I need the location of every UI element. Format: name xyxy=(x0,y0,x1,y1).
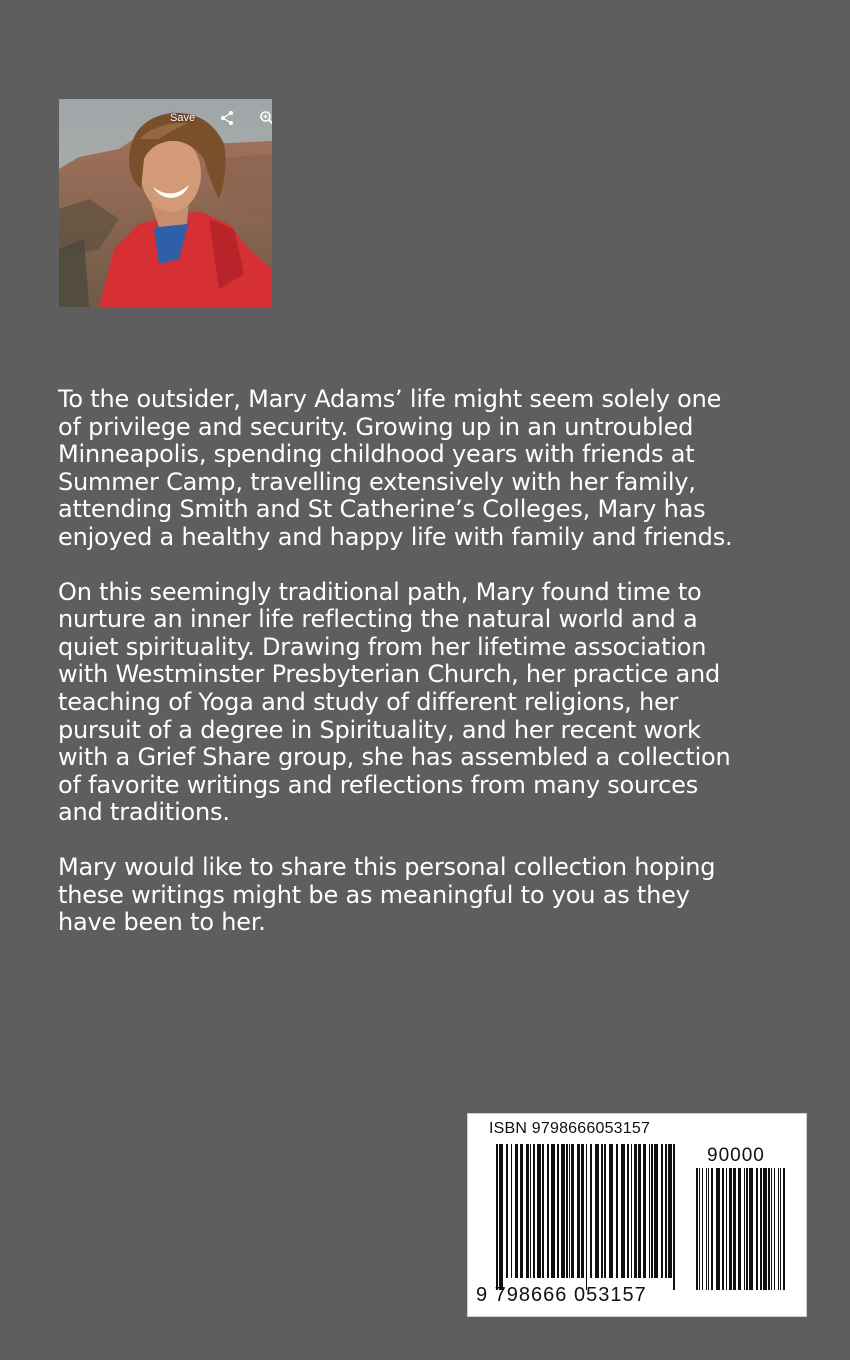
barcode-bar xyxy=(654,1144,658,1278)
barcode-bar xyxy=(577,1144,580,1278)
barcode-bar xyxy=(661,1144,663,1278)
isbn-barcode xyxy=(467,1113,807,1317)
bio-paragraph: To the outsider, Mary Adams’ life might seem solely one of privilege and security. Growing up in an untroubled Minneapolis, spending childhood years with friends at Summer Camp, travelling extensively with her family, attending Smith and St Catherine’s Colleges, Mary has enjoyed a healthy and happy life with family and friends. xyxy=(58,385,733,551)
author-photo xyxy=(59,99,272,307)
barcode-bar xyxy=(496,1144,498,1290)
barcode-bar xyxy=(515,1144,518,1278)
barcode-bar xyxy=(547,1144,549,1278)
barcode-bar xyxy=(706,1168,707,1290)
barcode-bar xyxy=(638,1144,641,1278)
ean-digits: 9 798666 053157 xyxy=(476,1284,647,1306)
barcode-bar xyxy=(537,1144,541,1278)
barcode-bar xyxy=(526,1144,529,1278)
zoom-in-icon[interactable] xyxy=(259,110,272,126)
barcode-bar xyxy=(511,1144,512,1278)
barcode-bar xyxy=(586,1144,587,1290)
barcode-bar xyxy=(763,1168,767,1290)
barcode-bar xyxy=(609,1144,613,1278)
barcode-bar xyxy=(722,1168,724,1290)
barcode-bar xyxy=(756,1168,758,1290)
addon-barcode-bars xyxy=(696,1168,788,1290)
barcode-bar xyxy=(506,1144,508,1278)
barcode-bar xyxy=(530,1144,531,1278)
addon-price-code: 90000 xyxy=(707,1145,765,1166)
barcode-bar xyxy=(542,1144,544,1278)
barcode-bar xyxy=(673,1144,675,1290)
barcode-bar xyxy=(643,1144,646,1278)
barcode-bar xyxy=(738,1168,741,1290)
author-bio-blurb xyxy=(58,386,798,964)
barcode-bar xyxy=(561,1144,565,1278)
barcode-bar xyxy=(778,1168,779,1290)
barcode-bar xyxy=(634,1144,637,1278)
barcode-bar xyxy=(716,1168,720,1290)
barcode-bar xyxy=(616,1144,618,1278)
barcode-bar xyxy=(699,1168,700,1290)
barcode-bar xyxy=(631,1144,632,1278)
barcode-bar xyxy=(726,1168,727,1290)
share-icon[interactable] xyxy=(219,110,235,126)
barcode-bar xyxy=(668,1144,672,1278)
ean-barcode-bars xyxy=(496,1144,678,1290)
image-toolbar xyxy=(59,109,272,127)
barcode-bar xyxy=(557,1144,559,1278)
isbn-label: ISBN 9798666053157 xyxy=(489,1120,651,1137)
barcode-bar xyxy=(665,1144,667,1278)
barcode-bar xyxy=(744,1168,745,1290)
barcode-bar xyxy=(551,1144,555,1278)
barcode-bar xyxy=(499,1144,503,1290)
barcode-bar xyxy=(783,1168,785,1290)
barcode-bar xyxy=(627,1144,629,1278)
barcode-bar xyxy=(729,1168,732,1290)
barcode-bar xyxy=(520,1144,523,1278)
barcode-bar xyxy=(749,1168,753,1290)
barcode-bar xyxy=(708,1168,709,1290)
bio-paragraph: On this seemingly traditional path, Mary found time to nurture an inner life reflecting the natural world and a quiet spirituality. Drawing from her lifetime association with Westminster Presbyterian Church, her practice and teaching of Yoga and study of different religions, her pursuit of a degree in Spirituality, and her recent work with a Grief Share group, she has assembled a collection of favorite writings and reflections from many sources and traditions. xyxy=(58,577,731,827)
barcode-bar xyxy=(533,1144,535,1278)
barcode-bar xyxy=(651,1144,653,1278)
barcode-bar xyxy=(746,1168,748,1290)
barcode-bar xyxy=(569,1144,570,1278)
barcode-bar xyxy=(771,1168,772,1290)
bio-paragraph: Mary would like to share this personal collection hoping these writings might be as meaningful to you as they have been to her. xyxy=(58,852,716,937)
barcode-bar xyxy=(649,1144,650,1278)
barcode-bar xyxy=(571,1144,574,1278)
barcode-bar xyxy=(696,1168,698,1290)
barcode-bar xyxy=(733,1168,736,1290)
author-portrait-image xyxy=(59,99,272,307)
barcode-bar xyxy=(711,1168,713,1290)
barcode-bar xyxy=(702,1168,703,1290)
barcode-bar xyxy=(595,1144,599,1278)
barcode-bar xyxy=(621,1144,625,1278)
barcode-bar xyxy=(581,1144,584,1278)
barcode-bar xyxy=(774,1168,775,1290)
barcode-bar xyxy=(768,1168,770,1290)
barcode-bar xyxy=(780,1168,781,1290)
barcode-bar xyxy=(604,1144,606,1278)
barcode-bar xyxy=(760,1168,762,1290)
save-button[interactable]: Save xyxy=(170,112,196,124)
barcode-bar xyxy=(601,1144,603,1278)
barcode-bar xyxy=(566,1144,568,1278)
barcode-bar xyxy=(590,1144,592,1278)
